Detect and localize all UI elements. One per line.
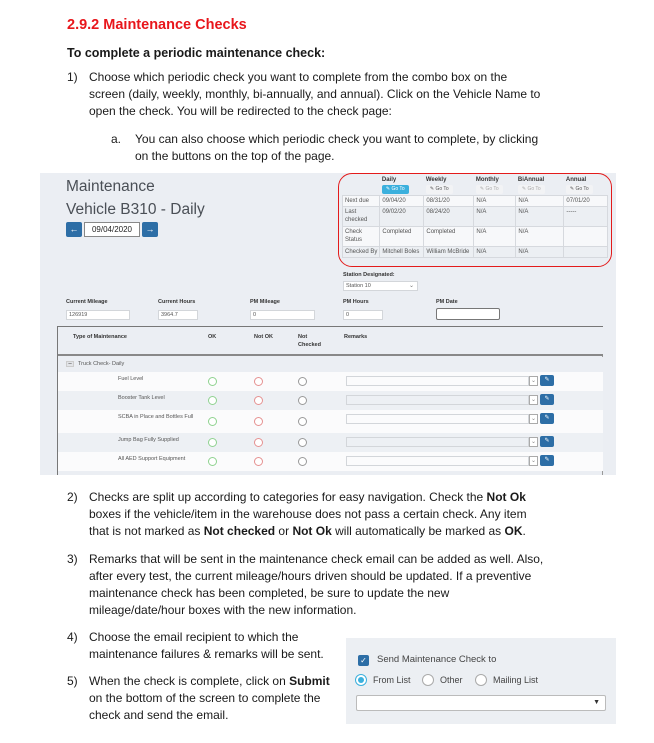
remarks-dropdown-icon[interactable]: ⌄	[530, 378, 537, 384]
step-number: 3)	[67, 552, 78, 566]
schedule-col-biannual	[516, 175, 564, 196]
step-line	[89, 673, 330, 690]
step-line: mileage/date/hour boxes with the new information.	[89, 603, 357, 617]
step-line: screen (daily, weekly, monthly, bi-annually, and annual). Click on the Vehicle Name to	[89, 87, 541, 101]
caret-down-icon: ▼	[593, 699, 600, 706]
col-label: BiAnnual	[517, 177, 545, 183]
cell: 09/02/20	[380, 207, 424, 227]
remarks-input[interactable]	[346, 456, 529, 466]
schedule-row-checked-by	[343, 247, 608, 258]
category-row	[58, 357, 603, 372]
step-line: Remarks that will be sent in the maintenance check email can be added as well. Also,	[89, 552, 544, 566]
header-not-ok: Not OK	[254, 334, 273, 340]
previous-date-button[interactable]	[66, 222, 82, 237]
radio-label-other: Other	[440, 675, 463, 685]
wrench-icon: ✎	[569, 186, 575, 192]
cell: N/A	[474, 227, 516, 247]
cell: N/A	[474, 247, 516, 258]
goto-label: Go To	[527, 186, 541, 192]
not-checked-radio[interactable]	[298, 438, 307, 447]
procedure-subtitle: To complete a periodic maintenance check:	[67, 46, 326, 60]
step-line: check and send the email.	[89, 708, 229, 722]
remarks-input[interactable]	[346, 414, 529, 424]
goto-label: Go To	[485, 186, 499, 192]
periodic-schedule-table	[342, 175, 608, 258]
row-label: Check Status	[343, 227, 380, 247]
header-not-checked	[298, 333, 321, 349]
chevron-down-icon: ⌄	[408, 283, 414, 289]
step-line: You can also choose which periodic check you want to complete, by clicking	[135, 132, 539, 146]
cell: William McBride	[424, 247, 474, 258]
wrench-icon: ✎	[385, 186, 391, 192]
schedule-col-daily	[380, 175, 424, 196]
email-recipient-screenshot	[346, 638, 616, 724]
header-remarks: Remarks	[344, 334, 368, 340]
date-navigator	[66, 222, 158, 237]
not-checked-radio[interactable]	[298, 396, 307, 405]
arrow-right-icon: →	[145, 224, 155, 234]
not-ok-radio[interactable]	[254, 396, 263, 405]
item-name: Fuel Level	[118, 376, 144, 382]
maintenance-item-row	[58, 372, 603, 391]
collapse-button[interactable]	[66, 361, 74, 367]
col-label: Monthly	[475, 177, 499, 183]
step-line: open the check. You will be redirected to the check page:	[89, 104, 392, 118]
cell: N/A	[474, 196, 516, 207]
item-name: All AED Support Equipment	[118, 456, 186, 462]
station-label: Station Designated:	[343, 272, 395, 278]
item-name: Booster Tank Level	[118, 395, 165, 401]
remarks-dropdown-icon[interactable]: ⌄	[530, 458, 537, 464]
maintenance-item-row	[58, 391, 603, 410]
minus-icon: –	[68, 361, 72, 367]
step-1	[67, 69, 540, 120]
maintenance-item-row	[58, 410, 603, 433]
remarks-dropdown-icon[interactable]: ⌄	[530, 416, 537, 422]
cell: Completed	[380, 227, 424, 247]
schedule-row-next-due	[343, 196, 608, 207]
category-label: Truck Check- Daily	[78, 361, 125, 367]
schedule-header-blank	[343, 175, 380, 196]
checkmark-icon: ✓	[360, 656, 367, 665]
step-number: a.	[111, 132, 122, 146]
ok-radio[interactable]	[208, 438, 217, 447]
step-number: 4)	[67, 630, 78, 644]
check-date-field[interactable]: 09/04/2020	[84, 222, 140, 237]
section-title: 2.9.2 Maintenance Checks	[67, 17, 247, 33]
cell: -----	[564, 207, 608, 227]
step-3	[67, 551, 543, 619]
bold-text: Not Ok	[292, 524, 332, 538]
radio-mailing-list[interactable]	[475, 674, 487, 686]
goto-label: Go To	[435, 186, 449, 192]
pm-mileage-input[interactable]: 0	[250, 310, 315, 320]
send-check-checkbox[interactable]	[358, 655, 369, 666]
col-label: Daily	[381, 177, 397, 183]
schedule-row-last-checked	[343, 207, 608, 227]
schedule-col-monthly	[474, 175, 516, 196]
remarks-dropdown-icon[interactable]: ⌄	[530, 439, 537, 445]
ok-radio[interactable]	[208, 377, 217, 386]
current-hours-label: Current Hours	[158, 299, 196, 305]
cell: N/A	[516, 207, 564, 227]
cell: Mitchell Boles	[380, 247, 424, 258]
edit-remark-button[interactable]: ✎	[540, 455, 554, 466]
step-line: on the buttons on the top of the page.	[135, 149, 335, 163]
wrench-icon: ✎	[429, 186, 435, 192]
grid-header	[58, 326, 603, 356]
schedule-col-weekly	[424, 175, 474, 196]
step-number: 2)	[67, 490, 78, 504]
step-line: maintenance failures & remarks will be sent.	[89, 647, 324, 661]
step-line: boxes if the vehicle/item in the warehouse does not pass a certain check. Any item	[89, 507, 527, 521]
item-name: SCBA in Place and Bottles Full	[118, 414, 194, 420]
step-4	[67, 629, 324, 663]
step-2	[67, 489, 527, 540]
current-mileage-label: Current Mileage	[66, 299, 108, 305]
step-line: Choose the email recipient to which the	[89, 630, 299, 644]
arrow-left-icon: ←	[69, 224, 79, 234]
text: .	[522, 524, 526, 538]
step-1a	[111, 131, 538, 165]
step-line: Choose which periodic check you want to complete from the combo box on the	[89, 70, 508, 84]
col-label: Annual	[565, 177, 587, 183]
not-ok-radio[interactable]	[254, 438, 263, 447]
bold-text: Not checked	[203, 524, 276, 538]
row-label: Next due	[343, 196, 380, 207]
step-number: 5)	[67, 674, 78, 688]
current-mileage-input[interactable]: 126919	[66, 310, 130, 320]
goto-label: Go To	[391, 186, 405, 192]
next-date-button[interactable]	[142, 222, 158, 237]
current-hours-input[interactable]: 3964.7	[158, 310, 198, 320]
pm-hours-label: PM Hours	[343, 299, 369, 305]
radio-other[interactable]	[422, 674, 434, 686]
step-line	[89, 489, 527, 506]
header-type: Type of Maintenance	[73, 334, 127, 340]
ok-radio[interactable]	[208, 396, 217, 405]
cell: 08/31/20	[424, 196, 474, 207]
header-ok: OK	[208, 334, 217, 340]
cell: 07/01/20	[564, 196, 608, 207]
edit-remark-button[interactable]: ✎	[540, 394, 554, 405]
maintenance-grid	[57, 326, 603, 475]
station-select[interactable]	[343, 281, 418, 291]
remarks-input[interactable]	[346, 395, 529, 405]
not-ok-radio[interactable]	[254, 457, 263, 466]
text: will automatically be marked as	[331, 524, 505, 538]
maintenance-item-row	[58, 433, 603, 452]
row-label: Checked By	[343, 247, 380, 258]
header-line: Checked	[298, 342, 321, 348]
not-checked-radio[interactable]	[298, 457, 307, 466]
wrench-icon: ✎	[521, 186, 527, 192]
ok-radio[interactable]	[208, 417, 217, 426]
cell: N/A	[516, 196, 564, 207]
text: that is not marked as	[89, 524, 204, 538]
goto-daily-button[interactable]	[382, 185, 409, 194]
pm-mileage-label: PM Mileage	[250, 299, 280, 305]
cell	[564, 227, 608, 247]
edit-remark-button[interactable]: ✎	[540, 413, 554, 424]
not-checked-radio[interactable]	[298, 377, 307, 386]
bold-text: Not Ok	[486, 490, 526, 504]
step-line: maintenance check has been completed, be sure to update the new	[89, 586, 450, 600]
step-5	[67, 673, 330, 724]
send-check-label: Send Maintenance Check to	[377, 654, 497, 665]
app-title: Maintenance	[66, 178, 155, 195]
radio-label-mailing-list: Mailing List	[493, 675, 539, 685]
maintenance-screenshot	[40, 173, 616, 475]
step-number: 1)	[67, 70, 78, 84]
remarks-input[interactable]	[346, 437, 529, 447]
goto-weekly-button[interactable]	[426, 185, 453, 194]
cell: N/A	[516, 227, 564, 247]
goto-annual-button[interactable]	[566, 185, 593, 194]
text: Checks are split up according to categories for easy navigation. Check the	[89, 490, 487, 504]
row-label: Last checked	[343, 207, 380, 227]
text: or	[275, 524, 293, 538]
bold-text: OK	[504, 524, 523, 538]
radio-label-from-list: From List	[373, 675, 411, 685]
step-line	[89, 523, 527, 540]
schedule-row-check-status	[343, 227, 608, 247]
maintenance-item-row	[58, 452, 603, 471]
col-label: Weekly	[425, 177, 447, 183]
pm-hours-input[interactable]: 0	[343, 310, 383, 320]
station-value: Station 10	[346, 283, 371, 289]
remarks-dropdown-icon[interactable]: ⌄	[530, 397, 537, 403]
ok-radio[interactable]	[208, 457, 217, 466]
cell: 09/04/20	[380, 196, 424, 207]
step-line: after every test, the current mileage/hours driven should be updated. If a preventive	[89, 569, 532, 583]
radio-from-list[interactable]	[355, 674, 367, 686]
cell: N/A	[516, 247, 564, 258]
edit-remark-button[interactable]: ✎	[540, 375, 554, 386]
edit-remark-button[interactable]: ✎	[540, 436, 554, 447]
goto-label: Go To	[575, 186, 589, 192]
schedule-col-annual	[564, 175, 608, 196]
bold-text: Submit	[289, 674, 330, 688]
schedule-header-row	[343, 175, 608, 196]
not-ok-radio[interactable]	[254, 377, 263, 386]
remarks-input[interactable]	[346, 376, 529, 386]
header-line: Not	[298, 334, 308, 340]
pm-date-label: PM Date	[436, 299, 458, 305]
cell	[564, 247, 608, 258]
vehicle-check-title[interactable]: Vehicle B310 - Daily	[66, 201, 205, 218]
goto-biannual-button[interactable]	[518, 185, 545, 194]
wrench-icon: ✎	[479, 186, 485, 192]
cell: N/A	[474, 207, 516, 227]
text: When the check is complete, click on	[89, 674, 290, 688]
cell: Completed	[424, 227, 474, 247]
not-ok-radio[interactable]	[254, 417, 263, 426]
item-name: Jump Bag Fully Supplied	[118, 437, 179, 443]
cell: 08/24/20	[424, 207, 474, 227]
not-checked-radio[interactable]	[298, 417, 307, 426]
goto-monthly-button[interactable]	[476, 185, 503, 194]
step-line: on the bottom of the screen to complete the	[89, 691, 321, 705]
recipient-select[interactable]	[356, 695, 606, 711]
pm-date-input[interactable]	[436, 308, 500, 320]
